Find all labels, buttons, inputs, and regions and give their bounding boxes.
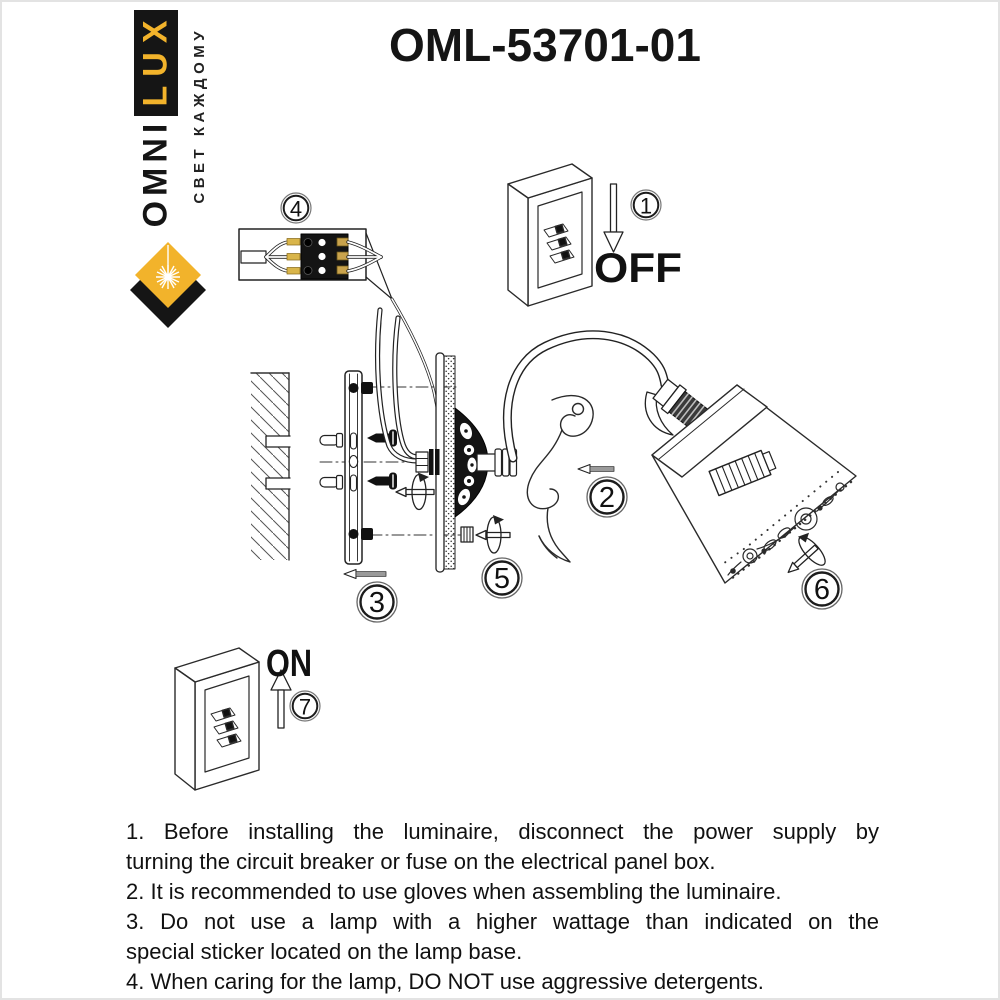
step-7-badge [290,691,320,721]
wall-anchors [320,434,343,490]
callout-leader-top [366,233,392,299]
instruction-line: 2. It is recommended to use gloves when assembling the luminaire. [126,879,782,904]
step-4-badge [281,193,311,223]
step-2-badge [587,477,627,517]
instruction-line: special sticker located on the lamp base. [126,939,523,964]
arrow-left-step2 [578,465,614,474]
rotate-icon-center [396,473,434,510]
brand-tagline-text: СВЕТ КАЖДОМУ [191,26,209,204]
page-title: OML-53701-01 [389,19,701,71]
rotate-icon-step5 [461,515,510,553]
svg-text:4: 4 [289,196,303,222]
instructions-block [126,817,879,997]
installation-diagram [0,130,1000,810]
wire-tips [287,239,300,275]
svg-text:5: 5 [493,563,511,595]
step-5-badge [482,558,522,598]
supply-cable [241,251,266,263]
instruction-line: 4. When caring for the lamp, DO NOT use aggressive detergents. [126,969,764,994]
arrow-down-step1 [604,184,623,252]
off-label: OFF [594,244,682,291]
wall-hole-top [266,436,290,447]
arrow-left-step3 [344,570,386,579]
svg-text:3: 3 [368,587,386,619]
arm-scroll-ornament [527,396,593,562]
step-6-badge [802,569,842,609]
brand-lux-text: LUX [136,11,175,106]
bracket-screw-bottom [349,529,359,539]
step-3-badge [357,582,397,622]
breaker-panel-off [508,164,592,306]
bracket-stud-bottom [361,528,373,540]
instruction-line: 3. Do not use a lamp with a higher wattage than indicated on the [126,909,879,934]
mounting-bracket [345,371,373,564]
svg-text:1: 1 [639,193,653,219]
backplate-texture [444,356,455,569]
svg-text:2: 2 [598,482,616,514]
breaker-panel-on [175,648,259,790]
brand-omni-text: OMNI [136,118,175,227]
wall-hole-bottom [266,478,290,489]
instruction-line: 1. Before installing the luminaire, disconnect the power supply by [126,819,879,844]
wall [251,373,290,560]
brand-lux-box [134,10,178,116]
wire-connection-callout [239,229,392,299]
bracket-stud-top [361,382,373,394]
instruction-line: turning the circuit breaker or fuse on the electrical panel box. [126,849,716,874]
mounting-hub [416,449,440,475]
bracket-screw-top [349,383,359,393]
mounting-screws [367,430,397,490]
svg-text:7: 7 [298,694,312,720]
svg-text:6: 6 [813,574,831,606]
step-1-badge [631,190,661,220]
on-label: ON [266,643,312,685]
